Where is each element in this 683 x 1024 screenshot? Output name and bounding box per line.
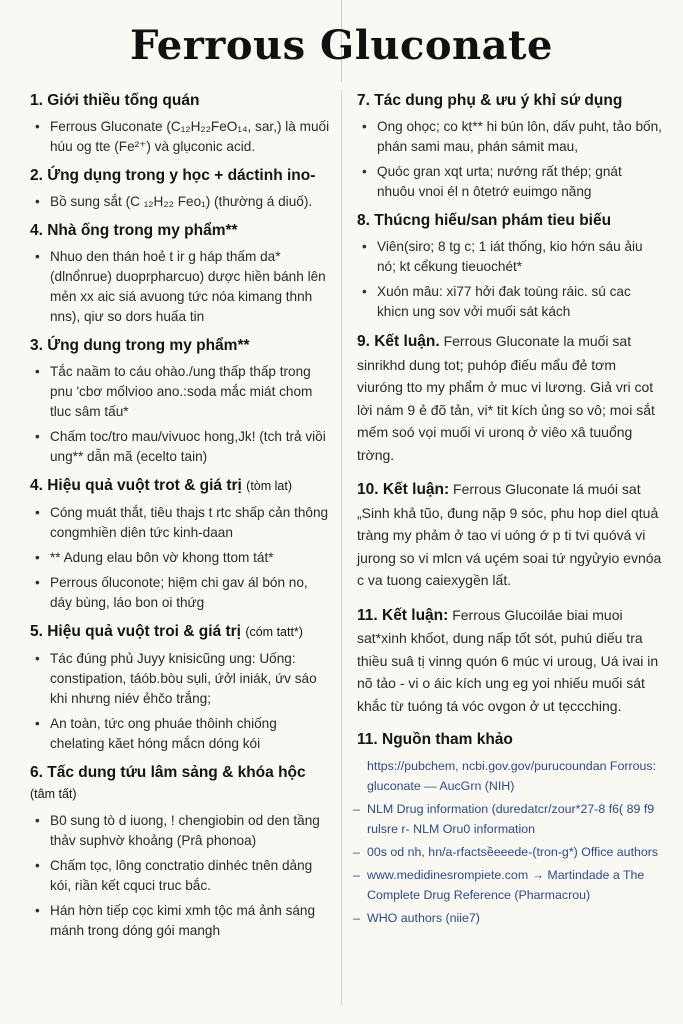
list-item: • Chấm tọc, lông conctratio dinhéc tnên dảng kói, riần kết cquci truc bắc. (30, 856, 332, 896)
section-heading: 2. Ứng dụng trong y học + dáctinh ino- (30, 167, 316, 184)
conclusion-paragraph (357, 330, 663, 466)
conclusion-text: Ferrous Gluconate la muối sat sinrikhd dung tot; puhóp điếu mẩu đẻ tơm viuróng tto my phẩm ở muc vi lương. Giả vri cot lời nám 9 ẻ đõ tản, vi* tit kích ủng so vô; moi sắt mếm soó vọi muối vi uronq ở viêo xâ tuuổng trờng. (357, 333, 655, 463)
bullet-list (357, 237, 663, 322)
reference-link[interactable]: – WHO authors (niie7) (357, 908, 663, 928)
list-item: • Bồ sung sắt (C ₁₂H₂₂ Feo₁) (thường á diuố). (30, 192, 332, 212)
section-references (357, 729, 663, 928)
section-heading: 11. Nguồn tham khảo (357, 731, 513, 748)
section-cosmetics-a (30, 220, 332, 327)
list-item: • Ong ohọc; co kt** hi bún lôn, dấv puht, tảo bốn, phán sami mau, phán sámit mau, (357, 117, 663, 157)
section-heading: 8. Thúcng hiếu/san phám tieu biếu (357, 212, 612, 229)
section-heading (30, 475, 332, 497)
heading-text: 5. Hiệu quả vuột troi & giá trị (30, 623, 241, 640)
list-item: • Nhuo den thán hoẻ t ir g háp thấm da* (dlnổnrue) duoprpharcuo) dược hiền bánh lên mẻn xx aic siá avuong tức nóa kimang thnh nns), qiư so dors huấa tin (30, 247, 332, 327)
list-item: • Tắc naầm to cáu ohào./ung thấp thấp trong pnu 'cbơ mốlvioo ano.:soda mắc miát chom tluc sâm tấu* (30, 362, 332, 422)
list-item: • Quóc gran xqt urta; nướng rất thép; gnát nhuôu vnoi él n ôtetrớ euimgo năng (357, 162, 663, 202)
heading-text: 4. Hiệu quả vuột trot & giá trị (30, 477, 242, 494)
section-heading: 7. Tác dung phụ & ưu ý khỉ sứ dụng (357, 92, 623, 109)
heading-text: 6. Tấc dung tứu lâm sảng & khóa hộc (30, 764, 306, 781)
section-brands (357, 210, 663, 322)
reference-link[interactable]: – www.medidinesrompiete.com → Martindade a The Complete Drug Reference (Pharmacrou) (357, 865, 663, 905)
bullet-list (30, 247, 332, 327)
list-item: • Tác đúng phủ Juyy knisicũng ung: Uống: constipation, táób.bòu sụli, ứởl iniák, ứv sáo khi nhưng niév ẻhčo trắng; (30, 649, 332, 709)
conclusion-text: Ferrous Gluconate lá muói sat „Sinh khả tũo, đung nặp 9 sóc, phu hop diel qtuả tràng my phảm ở tao vi uóng ớ p ti tvi quóvá vi jurong so vi mlcn vá uçém soai tứ ngyửyio evnóa c va tuong caiexygền lất. (357, 481, 662, 588)
reference-link[interactable]: – 00s od nh, hn/a-rfactsềeeede-(tron-g*) Office authors (357, 842, 663, 862)
list-item: • Hán hờn tiếp cọc kimi xmh tộc má ảnh sáng mánh trong dóng gói mangh (30, 901, 332, 941)
section-clinical (30, 762, 332, 941)
list-item: • ** Adung elau bôn vờ khong ttom tát* (30, 548, 332, 568)
list-item: • Xuón mâu: xi77 hởi đak toùng ráic. sú cac khicn ung sov vởi muối sát kách (357, 282, 663, 322)
conclusion-heading: 11. Kết luận: (357, 606, 449, 624)
heading-note: (cóm tatt*) (245, 625, 303, 639)
bullet-list (30, 811, 332, 941)
bullet-list (30, 117, 332, 157)
list-item: • Perrous ốluconote; hiệm chi gav ál bón no, dáy bùng, láo bon oi thứg (30, 573, 332, 613)
section-effectiveness-a (30, 475, 332, 613)
reference-link[interactable]: – NLM Drug information (duredatcr/zour*27-8 f6( 89 f9 rulsre r- NLM Oru0 information (357, 799, 663, 839)
left-column (30, 90, 332, 949)
bullet-list (30, 362, 332, 467)
list-item: • Cóng muát thắt, tiêu thajs t rtc shấp cản thông congmhiền diên tức kinh-daan (30, 503, 332, 543)
section-medical-use (30, 165, 332, 212)
section-side-effects (357, 90, 663, 202)
section-heading (30, 621, 332, 643)
bullet-list (357, 117, 663, 202)
section-heading: 4. Nhà ống trong my phẩm** (30, 222, 238, 239)
list-item: • Chấm toc/tro mau/vivuoc hong,Jk! (tch trả viồi ung** dẫn mã (ecelto tain) (30, 427, 332, 467)
page-title: Ferrous Gluconate (130, 22, 553, 69)
heading-note: (tâm tất) (30, 787, 77, 801)
bullet-list (30, 192, 332, 212)
reference-link[interactable]: https://pubchem, ncbi.gov.gov/purucoundan Forrous: gluconate — AucGrn (NIH) (367, 759, 657, 793)
bullet-list (30, 503, 332, 613)
section-effectiveness-b (30, 621, 332, 754)
section-heading: 1. Giới thiều tống quán (30, 92, 200, 109)
section-heading: 3. Ứng dung trong my phẩm** (30, 337, 250, 354)
list-item: • Viên(siro; 8 tg c; 1 iát thống, kio hớn sáu ảiu nó; kt cểkung tieuochét* (357, 237, 663, 277)
heading-note: (tòm lat) (246, 479, 293, 493)
conclusion-heading: 9. Kết luận. (357, 333, 440, 350)
conclusion-heading: 10. Kết luận: (357, 481, 450, 498)
conclusion-paragraph (357, 604, 663, 718)
list-item: • Ferrous Gluconate (C₁₂H₂₂FeO₁₄, sar,) là muối húu og tte (Fe²⁺) và glụconic acid. (30, 117, 332, 157)
list-item: • B0 sung tò d iuong, ! chengiobin od den tầng thảv suphvờ khoảng (Prâ phonoa) (30, 811, 332, 851)
bullet-list (30, 649, 332, 754)
conclusion-text: Ferrous Glucoiláe biai muoi sat*xinh khốot, dung nấp tốt sót, puhú diếu tra thiều suâ tị vinng quón 6 múc vi uroug, Uá ivai in nõ tảo - vi o áic kích ung eg yoi nhiếu muối sát khắc từ tuóng tá vóc ovgon ở ut tẹccching. (357, 606, 659, 714)
section-cosmetics-b (30, 335, 332, 467)
reference-list (357, 756, 663, 928)
right-column (357, 90, 663, 936)
conclusion-paragraph (357, 478, 663, 592)
column-divider (341, 90, 342, 1005)
section-heading (30, 762, 332, 805)
section-introduction (30, 90, 332, 157)
list-item: • An toàn, tức ong phuáe thôinh chiống chelating kăet hóng mắcn dóng kói (30, 714, 332, 754)
